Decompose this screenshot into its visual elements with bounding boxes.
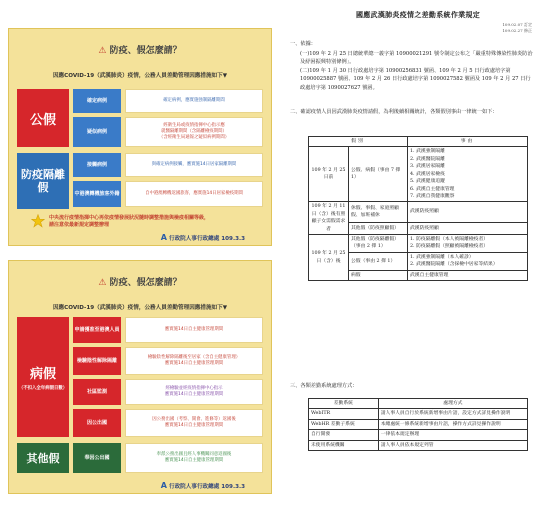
- cpa-logo-icon: A: [160, 481, 167, 490]
- official-abroad-text: 因公務出國（考察、開會、進修等）返國後 應實施14日自主健康管理期間: [125, 409, 263, 437]
- table-header-row: [309, 137, 528, 147]
- table-row: [309, 235, 528, 253]
- sick-leave-block: 病假 （不扣入全年病假日數）: [17, 317, 69, 437]
- infographic-card-top: [8, 28, 272, 246]
- enacted-date: 109.02.07 訂定: [502, 22, 532, 27]
- quarantine-leave-block: 防疫隔離假: [17, 153, 69, 209]
- handling-cell: 請人事人員自行於系統新增事由片語，設定方式詳見操作說明: [378, 409, 527, 419]
- negative-release-label: 檢驗陰性解除隔離: [73, 347, 121, 375]
- column-header: 差勤系統: [309, 399, 379, 409]
- column-header: 事由: [408, 137, 528, 147]
- system-cell: WebITR: [309, 409, 379, 419]
- system-handling-table: [308, 398, 528, 451]
- suspected-case-label: 疑似病例: [73, 117, 121, 147]
- hk-macau-text: 應實施14日自主健康管理期間: [125, 317, 263, 343]
- regulation-document: [286, 0, 550, 509]
- card-title: ⚠ 防疫、假怎麼請？: [98, 46, 182, 56]
- date-cell: 109 年 2 月 25 日（含）後: [309, 235, 349, 281]
- suspected-case-text: 經衛生局或疫情指揮中心指示應 就醫隔離期間（含隔離檢疫期間） （含經衛生局通報之疑似病例期間）: [125, 117, 263, 147]
- leave-type-cell: 休假、事假、家庭照顧假、加班補休: [349, 202, 408, 223]
- table-row: [309, 409, 528, 419]
- leave-type-cell: 病假: [349, 270, 408, 280]
- other-leave-block: 其他假: [17, 443, 69, 473]
- reason-cell: 1. 防疫隔離假（本人被隔離檢疫者） 2. 防疫隔離假（照顧被隔離檢疫者）: [408, 235, 528, 253]
- basis-item-1: (一)109 年 2 月 25 日總統華總一義字第 10900021291 號令制定公布之「嚴重特殊傳染性肺炎防治及紓困振興特別條例」。: [300, 51, 533, 66]
- document-title: 國應武漢肺炎疫情之差勤系統作業規定: [355, 10, 481, 19]
- amended-date: 109.02.27 修正: [502, 28, 532, 33]
- table-row: [309, 202, 528, 223]
- card-title: ⚠ 防疫、假怎麼請？: [98, 278, 182, 288]
- leave-type-cell: 其他假（防疫照顧假）: [349, 223, 408, 235]
- table-row: [309, 419, 528, 429]
- contact-case-label: 接觸病例: [73, 153, 121, 177]
- transit-traveler-text: 自中港澳轉機返國旅客，應實施14日居家檢疫期間: [125, 181, 263, 207]
- system-cell: WebHR 差勤子系統: [309, 419, 379, 429]
- section-1-heading: 一、依據：: [290, 41, 316, 47]
- card-subtitle: 因應COVID-19（武漢肺炎）疫情，公務人員差勤管理因應措施如下▼: [52, 305, 228, 311]
- handling-cell: 本總處統一修系統新增事由片語，操作方式詳見操作說明: [378, 419, 527, 429]
- reason-cell: 武漢防疫照顧: [408, 223, 528, 235]
- leave-type-cell: 公假（事由 2 擇 1）: [349, 252, 408, 270]
- negative-release-text: 檢驗陰性解除隔離後至居家（含自主健康管理） 應實施14日自主健康管理期間: [125, 347, 263, 375]
- table-header-row: [309, 399, 528, 409]
- infographic-card-bottom: [8, 260, 272, 494]
- star-icon: [31, 214, 45, 228]
- confirmed-case-label: 確定病例: [73, 89, 121, 113]
- basis-item-2: (二)109 年 1 月 30 日行政處培字第 10900256831 號函、109 年 2 月 5 日行政處培字第 10900025887 號函、109 年 2 月 26 日行政處培字第 1090027582 號函及 109 年 2 月 27 日行政處培字第 1090027627 號函。: [300, 68, 531, 91]
- system-cell: 未使用系統機關: [309, 440, 379, 450]
- official-leave-block: 公假: [17, 89, 69, 147]
- dispatched-abroad-label: 奉因公出國: [73, 443, 121, 473]
- reason-cell: 1. 武漢強制隔離（本人確診） 2. 武漢醫院隔離（含採檢中居家等結果）: [408, 252, 528, 270]
- leave-type-cell: 公假、病假（事由 7 擇 1）: [349, 147, 408, 202]
- reason-cell: 武漢自主健康管理: [408, 270, 528, 280]
- cpa-logo-icon: A: [160, 233, 167, 242]
- table-row: [309, 440, 528, 450]
- card-subtitle: 因應COVID-19（武漢肺炎）疫情，公務人員差勤管理因應措施如下▼: [52, 73, 228, 79]
- system-cell: 自行開發: [309, 430, 379, 440]
- confirmed-case-text: 確定病例，應實施強制隔離期間: [125, 89, 263, 113]
- section-2-heading: 二、確認疫情人員因武漢肺炎疫情請假，為利後續相關統計，各類假別事由一律統一如下：: [290, 109, 498, 115]
- card-footer: A 行政院人事行政總處 109.3.3: [160, 481, 245, 490]
- hk-macau-label: 申請獲准至港澳人員: [73, 317, 121, 343]
- reason-cell: 武漢防疫照顧: [408, 202, 528, 223]
- notice-text: 中央流行疫情指揮中心再依疫情發展狀況隨時調整措施與檢疫相關等級， 請注意依最新規定調整辦理: [49, 215, 210, 228]
- handling-cell: 請人事人員依本規定列管: [378, 440, 527, 450]
- reason-cell: 1. 武漢強制隔離 2. 武漢醫院隔離 3. 武漢居家隔離 4. 武漢居家檢疫 5. 武漢健康追蹤 6. 武漢自主健康管理 7. 武漢自我健康觀察: [408, 147, 528, 202]
- leave-reason-table: [308, 136, 528, 281]
- leave-type-cell: 其他假（防疫隔離假）（事由 2 擇 1）: [349, 235, 408, 253]
- date-cell: 109 年 2 月 25 日前: [309, 147, 349, 202]
- table-row: [309, 430, 528, 440]
- handling-cell: 一律依本規定辦理: [378, 430, 527, 440]
- contact-case-text: 與確定病例接觸，應實施14日居家隔離期間: [125, 153, 263, 177]
- card-footer: A 行政院人事行政總處 109.3.3: [160, 233, 245, 242]
- column-header: 處理方式: [378, 399, 527, 409]
- official-abroad-label: 因公出國: [73, 409, 121, 437]
- community-monitor-text: 經檢驗並經疫情指揮中心指示 應實施14日自主健康管理期間: [125, 379, 263, 405]
- column-header: 假別: [309, 137, 408, 147]
- date-cell: 109 年 2 月 11 日（含）後有照顧子女需假需求者: [309, 202, 349, 235]
- dispatched-abroad-text: 奉派公務出國且經人事機關同意返國後 應實施14日自主健康管理期間: [125, 443, 263, 473]
- community-monitor-label: 社區監測: [73, 379, 121, 405]
- table-row: [309, 147, 528, 202]
- section-3-heading: 三、各類差勤系統處理方式：: [290, 383, 358, 389]
- transit-traveler-label: 中港澳轉機旅客外籍: [73, 181, 121, 207]
